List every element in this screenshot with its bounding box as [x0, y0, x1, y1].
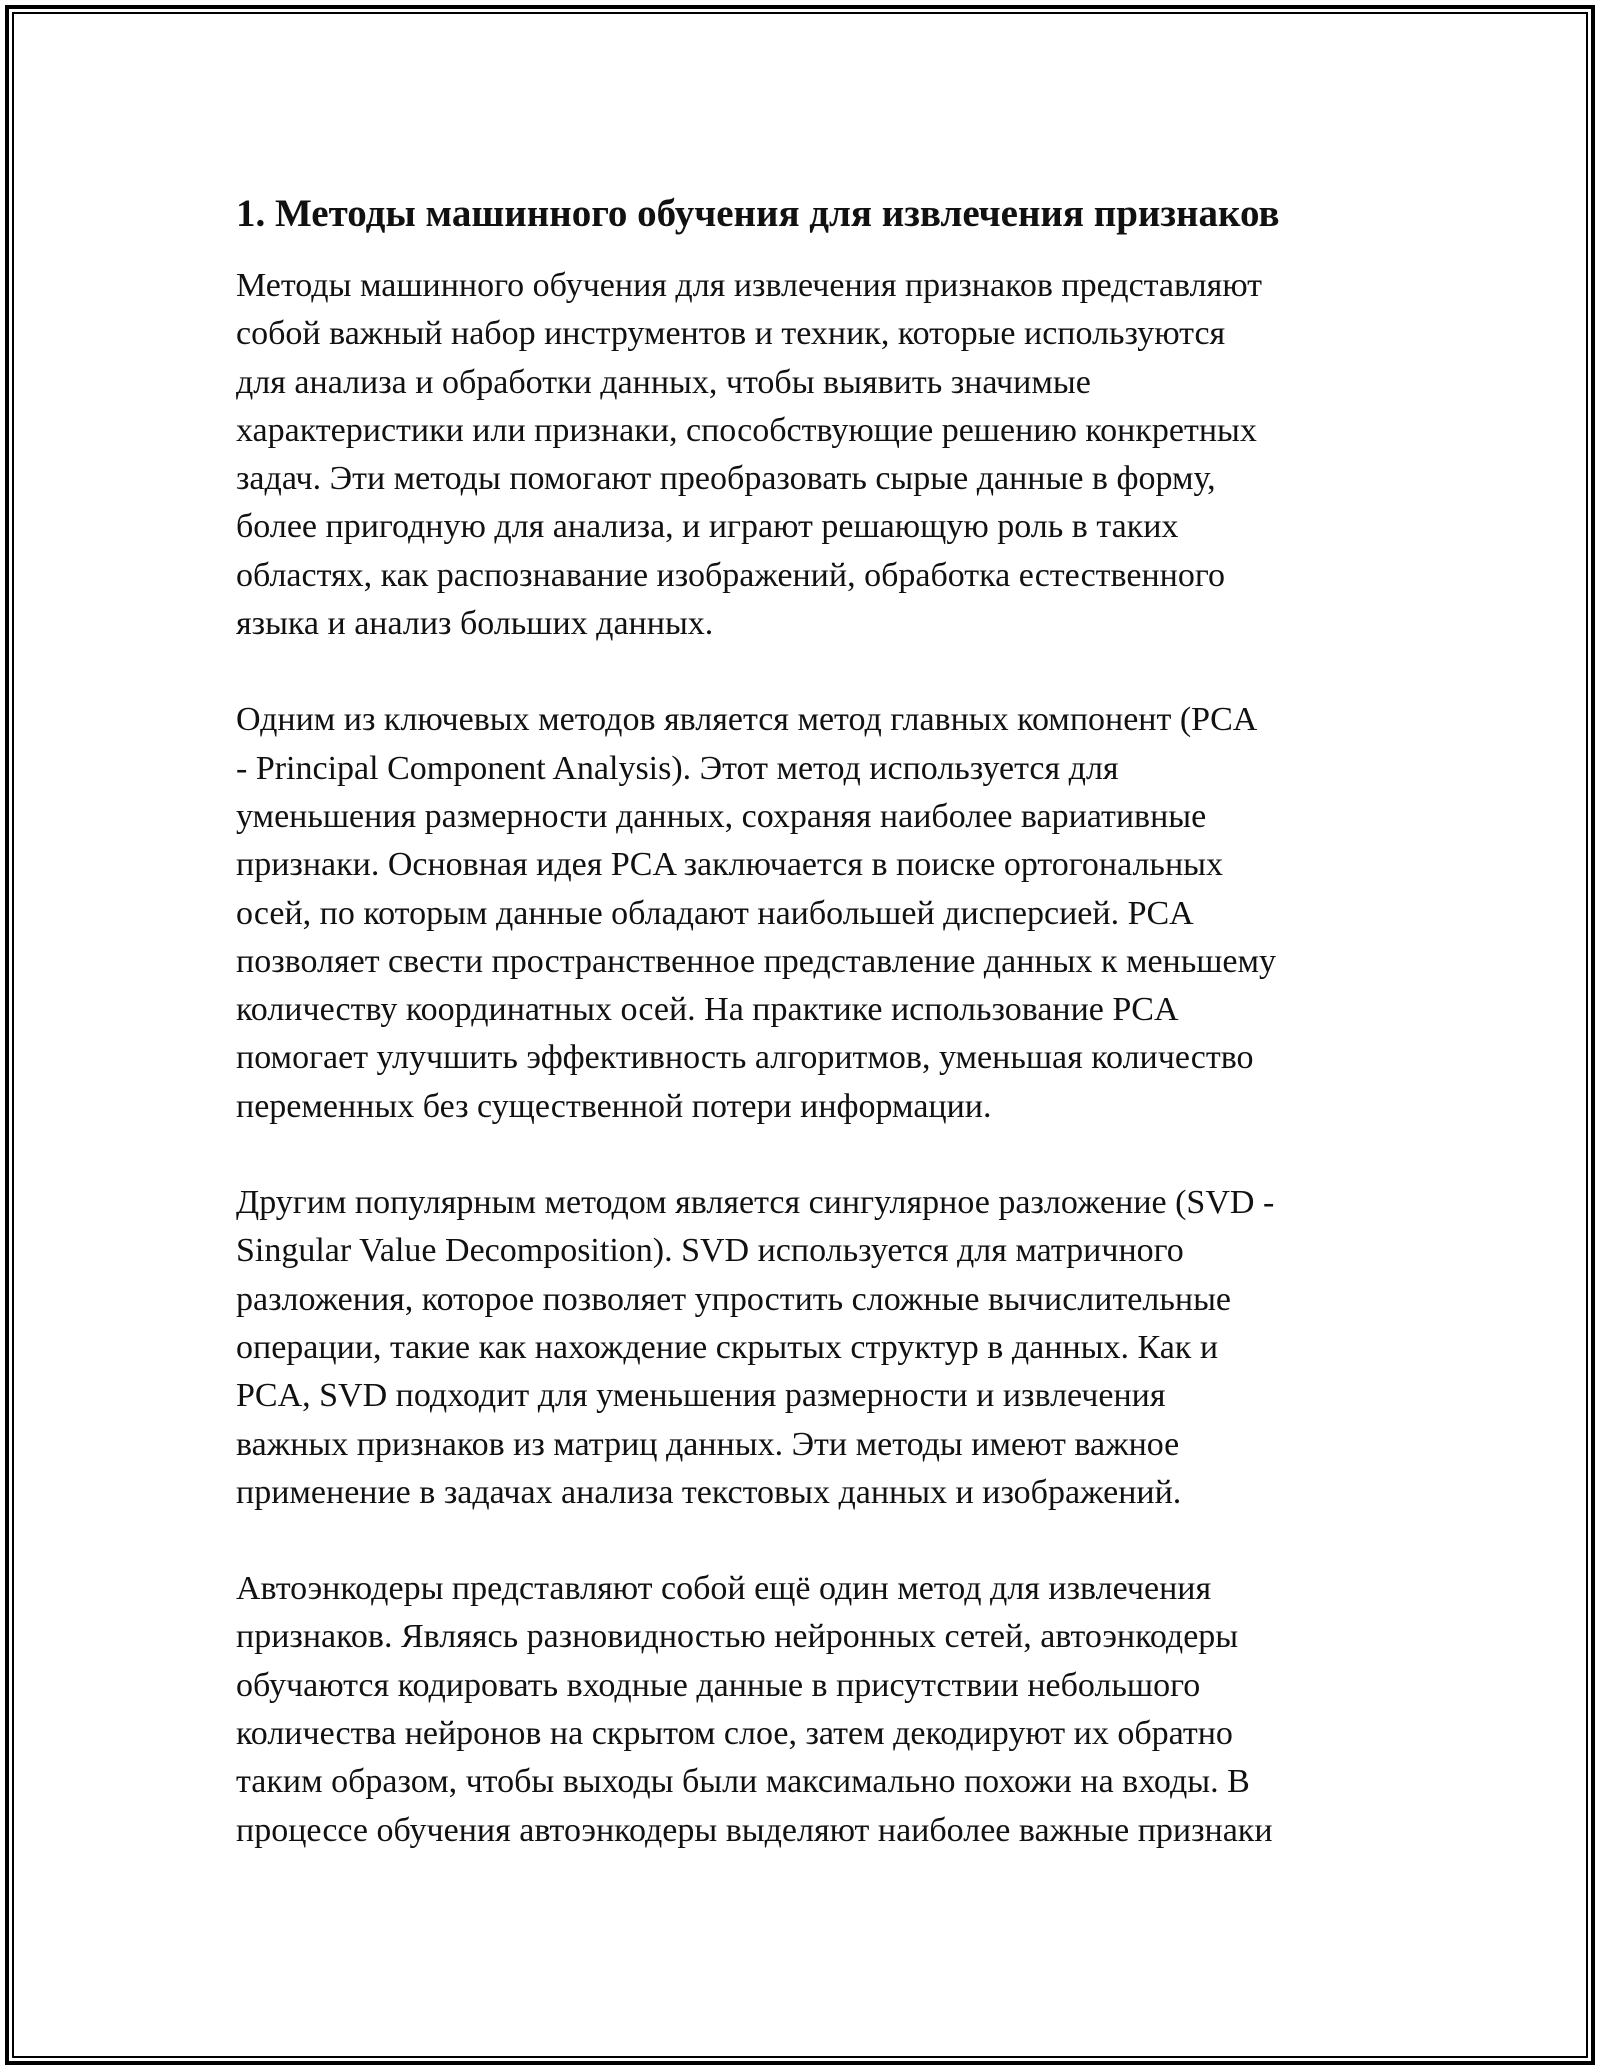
text-line: собой важный набор инструментов и техник, которые используются: [236, 315, 1226, 353]
text-line: более пригодную для анализа, и играют решающую роль в таких: [236, 508, 1179, 546]
text-line: для анализа и обработки данных, чтобы выявить значимые: [236, 363, 1091, 401]
text-line: характеристики или признаки, способствующие решению конкретных: [236, 411, 1257, 449]
text-line: Методы машинного обучения для извлечения признаков представляют: [236, 267, 1263, 304]
text-line: Singular Value Decomposition). SVD используется для матричного: [236, 1232, 1184, 1270]
text-line: признаки. Основная идея PCA заключается в поиске ортогональных: [236, 846, 1223, 884]
text-line: операции, такие как нахождение скрытых структур в данных. Как и: [236, 1328, 1219, 1366]
document-body: [236, 188, 1386, 1903]
paragraph-autoencoders: [236, 1565, 1386, 1855]
text-line: позволяет свести пространственное представление данных к меньшему: [236, 942, 1277, 980]
text-line: количества нейронов на скрытом слое, затем декодируют их обратно: [236, 1715, 1233, 1753]
section-heading: 1. Методы машинного обучения для извлечения признаков: [236, 192, 1280, 235]
text-line: Одним из ключевых методов является метод главных компонент (PCA: [236, 701, 1258, 739]
text-line: задач. Эти методы помогают преобразовать сырые данные в форму,: [236, 460, 1216, 498]
text-line: языка и анализ больших данных.: [236, 605, 714, 643]
text-line: уменьшения размерности данных, сохраняя наиболее вариативные: [236, 797, 1207, 835]
text-line: важных признаков из матриц данных. Эти методы имеют важное: [236, 1425, 1180, 1463]
text-line: обучаются кодировать входные данные в присутствии небольшого: [236, 1666, 1201, 1704]
text-line: осей, по которым данные обладают наибольшей дисперсией. PCA: [236, 894, 1194, 932]
text-line: применение в задачах анализа текстовых данных и изображений.: [236, 1473, 1182, 1511]
text-line: процессе обучения автоэнкодеры выделяют наиболее важные признаки: [236, 1811, 1273, 1849]
text-line: Другим популярным методом является сингулярное разложение (SVD -: [236, 1184, 1275, 1222]
text-line: количеству координатных осей. На практике использование PCA: [236, 991, 1179, 1029]
text-line: Автоэнкодеры представляют собой ещё один метод для извлечения: [236, 1570, 1212, 1608]
text-line: разложения, которое позволяет упростить сложные вычислительные: [236, 1280, 1231, 1318]
text-line: таким образом, чтобы выходы были максимально похожи на входы. В: [236, 1763, 1250, 1801]
paragraph-pca: [236, 696, 1386, 1131]
text-line: PCA, SVD подходит для уменьшения размерности и извлечения: [236, 1377, 1166, 1415]
text-line: признаков. Являясь разновидностью нейронных сетей, автоэнкодеры: [236, 1618, 1239, 1656]
text-line: - Principal Component Analysis). Этот метод используется для: [236, 749, 1119, 787]
text-line: помогает улучшить эффективность алгоритмов, уменьшая количество: [236, 1039, 1254, 1077]
paragraph-svd: [236, 1179, 1386, 1517]
text-line: переменных без существенной потери информации.: [236, 1087, 992, 1125]
paragraph-intro: [236, 262, 1386, 648]
text-line: областях, как распознавание изображений, обработка естественного: [236, 556, 1225, 594]
